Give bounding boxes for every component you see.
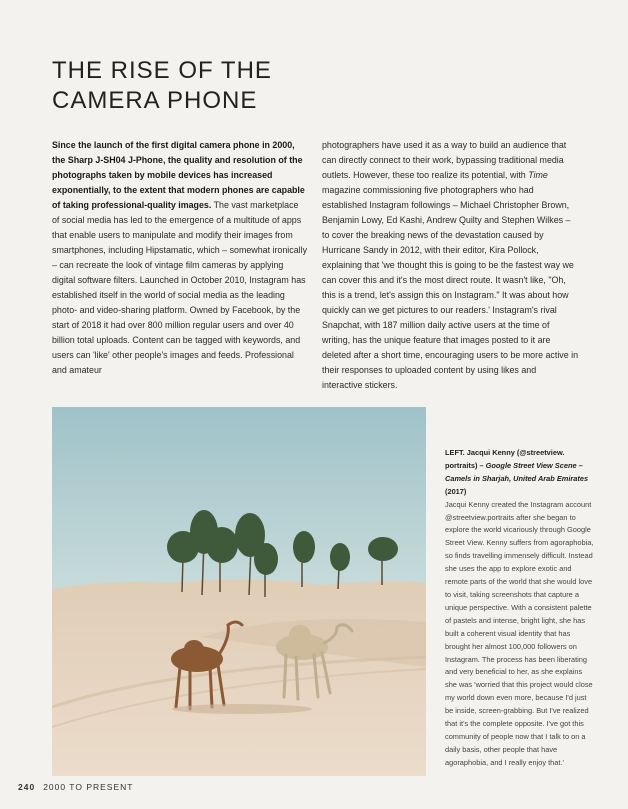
lead-paragraph: Since the launch of the first digital camera phone in 2000, the Sharp J-SH04 J-Phone, the quality and resolution of the photographs taken by mobile devices has increased exponentially, to the extent that modern phones are capable of taking professional-quality images. [52,140,305,210]
sky [52,407,426,597]
body-text-right-b: magazine commissioning five photographers who had established Instagram followings – Michael Christopher Brown, Benjamin Lowy, Ed Kashi, Andrew Quilty and Stephen Wilkes – to cover the breaking news of the devastation caused by Hurricane Sandy in 2012, with their editor, Kira Pollock, explaining that 'we thought this is going to be the fastest way we can cover this and it's the most direct route. It wasn't like, "Oh, this is a trend, let's assign this on Instagram." It was about how quickly can we get pictures to our readers.' Instagram's rival Snapchat, with 187 million daily active users at the time of writing, has the unique feature that images posted to it are deleted after a short time, encouraging users to be more active in their responses to uploaded content by using likes and interactive stickers. [322,185,579,390]
sand-dunes [52,579,426,776]
article-title [52,56,352,116]
photo-caption [445,447,595,770]
body-column-left [52,138,308,378]
magazine-name: Time [528,170,548,180]
body-column-right [322,138,579,393]
caption-work-title: Google Street View Scene – Camels in Sharjah, United Arab Emirates [445,460,589,483]
body-text-left: The vast marketplace of social media has led to the emergence of a multitude of apps that enable users to manipulate and modify their images from smartphones, including Hipstamatic, which – somewhat ironically – can recreate the look of vintage film cameras by applying digital software filters. Launched in October 2010, Instagram has established itself in the world of social media as the leading photo- and video-sharing platform. Owned by Facebook, by the start of 2018 it had over 800 million regular users and over 40 billion total uploads. Content can be tagged with keywords, and users can 'like' other people's images and feeds. Professional and amateur [52,200,308,375]
caption-text: Jacqui Kenny created the Instagram account @streetview.portraits after she began to explore the world vicariously through Google Street View. Kenny suffers from agoraphobia, so finds travelling immensely difficult. Instead she uses the app to explore exotic and remote parts of the world that she would love to visit, taking screenshots that capture a unique perspective. With a consistent palette of pastels and intense, bright light, she has built a coherent visual identity that has brought her almost 100,000 followers on Instagram. The process has been liberating and very beneficial to her, as she explains she was 'worried that this project would close my world down even more, because I'd just be inside, screen-grabbing. But I've realized that it's the complete opposite. I've got this community of people now that I talk to on a daily basis, other people that have agoraphobia, and I really enjoy that.' [445,499,594,767]
caption-credit: LEFT. Jacqui Kenny (@streetview. portraits) – [445,448,565,470]
body-text-right-a: photographers have used it as a way to build an audience that can directly connect to their work, bypassing traditional media outlets. However, these too realize its potential, with [322,140,567,180]
caption-year: (2017) [445,486,467,496]
page-footer [18,782,133,792]
title-line-1: THE RISE OF THE [52,57,272,84]
page-number: 240 [18,782,36,792]
desert-scene-illustration [52,407,426,776]
camels-desert-photo [52,407,426,776]
camel-shadow [172,704,312,714]
section-label: 2000 TO PRESENT [43,782,134,792]
title-line-2: CAMERA PHONE [52,87,258,114]
